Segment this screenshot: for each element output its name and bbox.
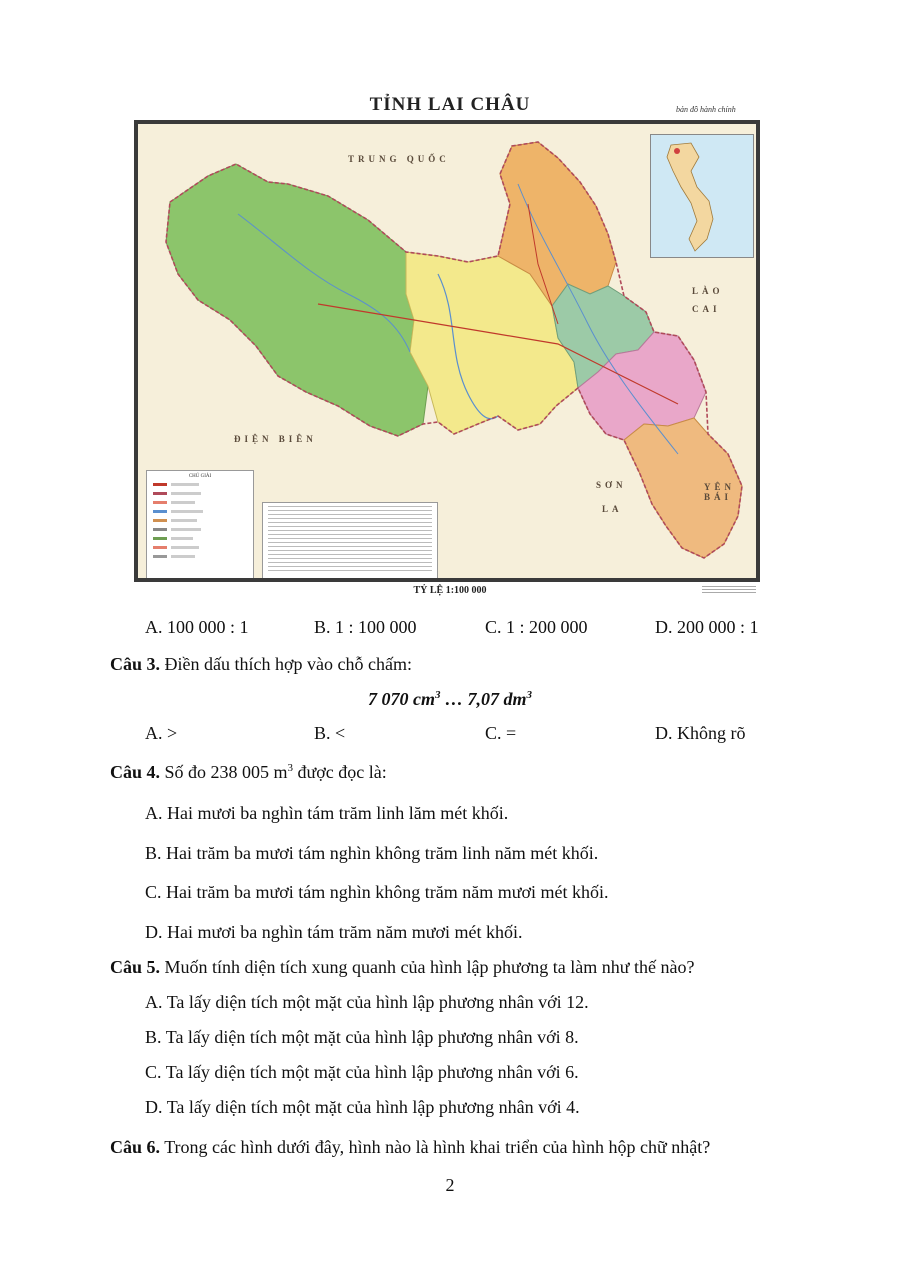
q3-option-b: B. < xyxy=(314,723,346,743)
q3-option-d: D. Không rõ xyxy=(655,723,746,743)
q4-option-b: B. Hai trăm ba mươi tám nghìn không trăm linh năm mét khối. xyxy=(145,843,599,863)
map-scale-label: TỶ LỆ 1:100 000 xyxy=(413,585,487,596)
province-map xyxy=(134,120,760,582)
q4-option-a: A. Hai mươi ba nghìn tám trăm linh lăm mét khối. xyxy=(145,803,509,823)
inset-map xyxy=(650,134,754,258)
q2-option-a: A. 100 000 : 1 xyxy=(145,617,249,637)
legend-heading: CHÚ GIẢI xyxy=(188,474,212,479)
q5-option-c: C. Ta lấy diện tích một mặt của hình lập phương nhân với 6. xyxy=(145,1062,579,1082)
label-lao-cai-1: LÀO xyxy=(692,286,724,296)
q6-prompt: Câu 6. Trong các hình dưới đây, hình nào là hình khai triển của hình hộp chữ nhật? xyxy=(110,1137,711,1157)
q4-option-c: C. Hai trăm ba mươi tám nghìn không trăm năm mươi mét khối. xyxy=(145,882,609,902)
label-son-la-1: SƠN xyxy=(596,480,627,490)
inset-vietnam xyxy=(651,135,753,257)
admin-unit-table xyxy=(262,502,438,580)
q2-option-d: D. 200 000 : 1 xyxy=(655,617,759,637)
label-lao-cai-2: CAI xyxy=(692,304,721,314)
q5-prompt: Câu 5. Muốn tính diện tích xung quanh của hình lập phương ta làm như thế nào? xyxy=(110,957,695,977)
q2-option-b: B. 1 : 100 000 xyxy=(314,617,417,637)
q3-formula: 7 070 $cm^3$ … 7,07 $dm^3$ xyxy=(367,689,532,709)
q3-option-c: C. = xyxy=(485,723,517,743)
q5-option-d: D. Ta lấy diện tích một mặt của hình lập phương nhân với 4. xyxy=(145,1097,580,1117)
q3-option-a: A. > xyxy=(145,723,178,743)
map-title: TỈNH LAI CHÂU xyxy=(369,94,531,115)
region-west xyxy=(166,164,428,436)
page-number: 2 xyxy=(445,1175,455,1195)
q5-option-a: A. Ta lấy diện tích một mặt của hình lập phương nhân với 12. xyxy=(145,992,589,1012)
q4-option-d: D. Hai mươi ba nghìn tám trăm năm mươi mét khối. xyxy=(145,922,523,942)
q2-option-c: C. 1 : 200 000 xyxy=(485,617,588,637)
q3-prompt: Câu 3. Điền dấu thích hợp vào chỗ chấm: xyxy=(110,654,412,674)
label-yen-bai: YÊN BÁI xyxy=(704,482,736,502)
map-subtitle: bản đồ hành chính xyxy=(676,105,736,114)
q4-prompt: Câu 4. Số đo 238 005 $m^3$ được đọc là: xyxy=(110,762,387,782)
map-legend xyxy=(146,470,254,580)
label-dien-bien: ĐIỆN BIÊN xyxy=(234,434,317,444)
map-credit-lines xyxy=(702,586,756,596)
q5-option-b: B. Ta lấy diện tích một mặt của hình lập phương nhân với 8. xyxy=(145,1027,579,1047)
label-son-la-2: LA xyxy=(602,504,623,514)
label-china: TRUNG QUỐC xyxy=(348,154,450,164)
